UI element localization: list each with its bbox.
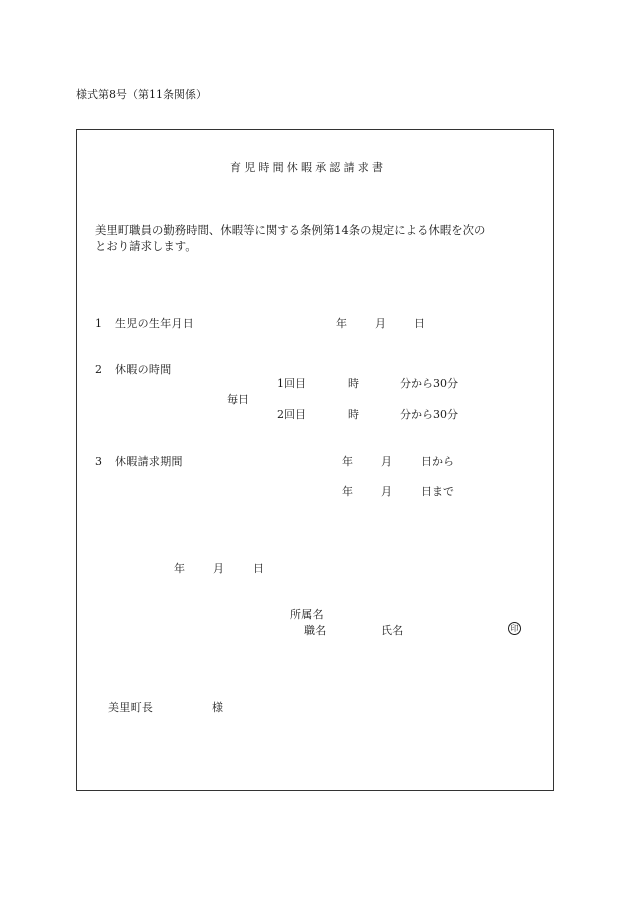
date-day-unit: 日: [253, 562, 264, 575]
intro-text-line-1: 美里町職員の勤務時間、休暇等に関する条例第14条の規定による休暇を次の: [95, 223, 486, 237]
item3-to-month-unit: 月: [381, 485, 392, 498]
item3-from-month-unit: 月: [381, 455, 392, 468]
item3-number: 3: [95, 455, 102, 468]
item2-first-hour-unit: 時: [348, 377, 359, 390]
item2-first-label: 1回目: [277, 377, 306, 390]
item1-year-unit: 年: [336, 317, 347, 330]
item2-number: 2: [95, 363, 102, 376]
item2-second-range: 分から30分: [400, 408, 458, 421]
item2-daily: 毎日: [227, 393, 249, 406]
item1-number: 1: [95, 317, 102, 330]
item2-second-label: 2回目: [277, 408, 306, 421]
item1-day-unit: 日: [414, 317, 425, 330]
addressee-name: 美里町長: [108, 701, 154, 714]
date-year-unit: 年: [174, 562, 185, 575]
date-month-unit: 月: [213, 562, 224, 575]
form-number: 様式第8号（第11条関係）: [76, 88, 207, 101]
addressee-honorific: 様: [212, 701, 223, 714]
item3-from-year-unit: 年: [342, 455, 353, 468]
item3-to-year-unit: 年: [342, 485, 353, 498]
item3-label: 休暇請求期間: [115, 455, 183, 468]
name-label: 氏名: [381, 624, 404, 637]
item1-label: 生児の生年月日: [115, 317, 195, 330]
item2-label: 休暇の時間: [115, 363, 172, 376]
intro-text-line-2: とおり請求します。: [95, 239, 197, 253]
seal-icon: 印: [508, 622, 521, 635]
document-title: 育児時間休暇承認請求書: [230, 161, 387, 174]
item2-second-hour-unit: 時: [348, 408, 359, 421]
affiliation-label: 所属名: [290, 608, 324, 621]
item1-month-unit: 月: [375, 317, 386, 330]
position-label: 職名: [304, 624, 327, 637]
item3-to-day-unit: 日まで: [421, 485, 454, 498]
item2-first-range: 分から30分: [400, 377, 458, 390]
item3-from-day-unit: 日から: [421, 455, 454, 468]
